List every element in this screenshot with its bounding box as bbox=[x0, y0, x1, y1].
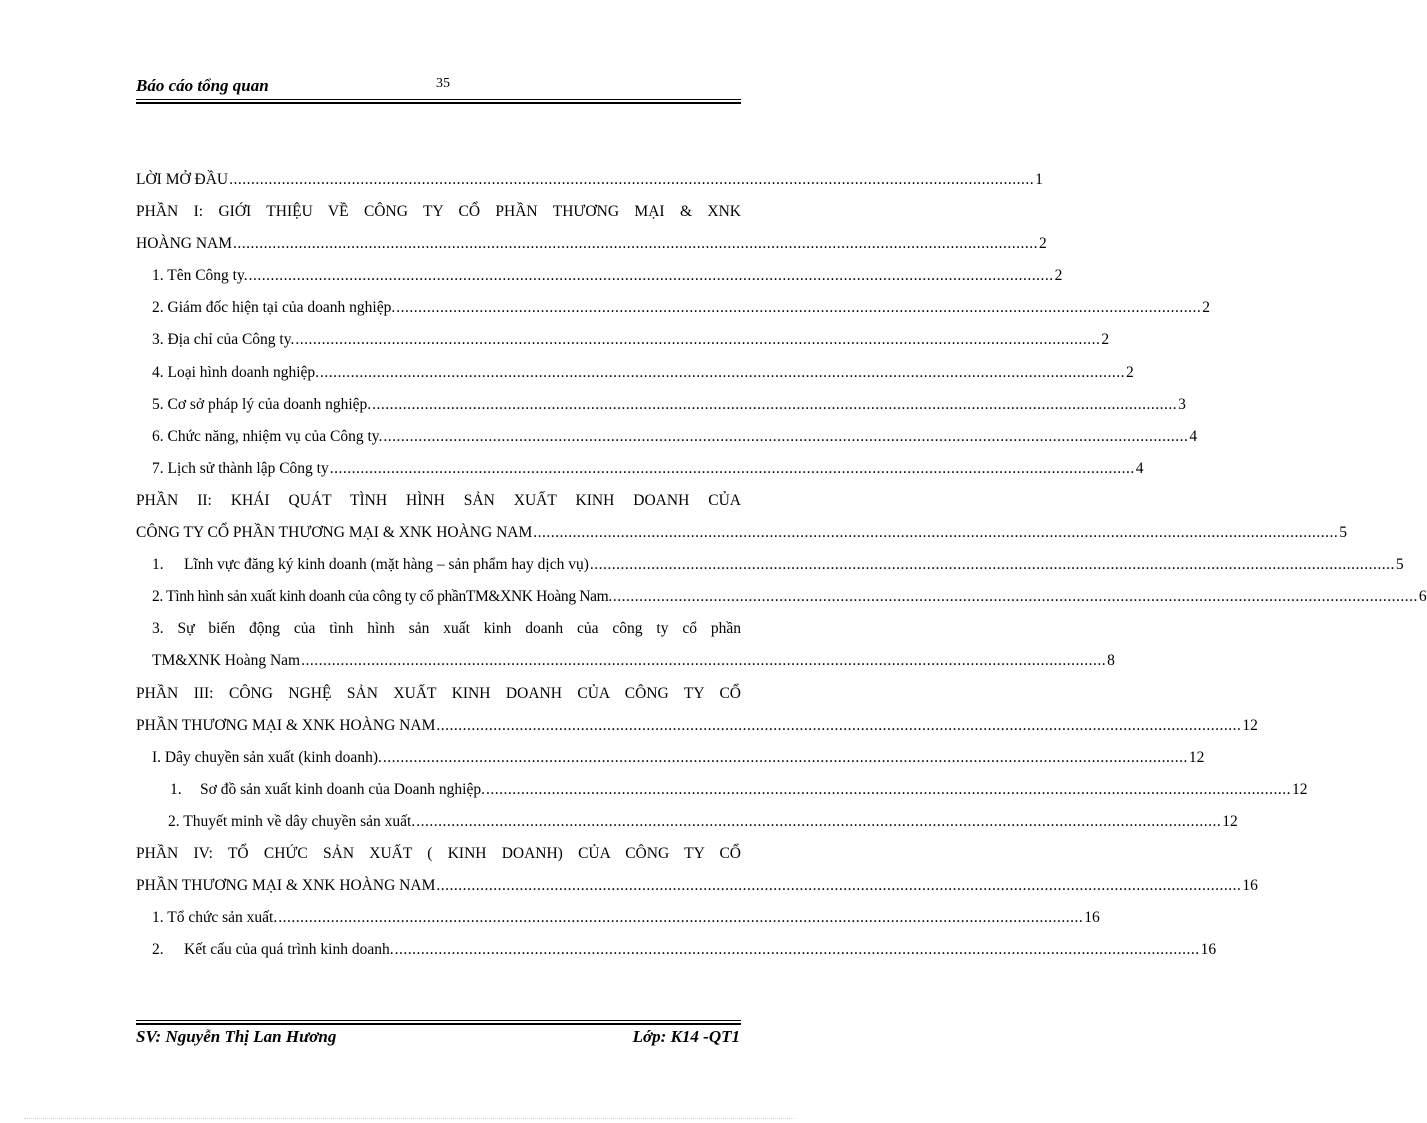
toc-entry-title: TM&XNK Hoàng Nam bbox=[152, 652, 301, 670]
toc-entry-page: 4 bbox=[1189, 427, 1198, 445]
toc-entry-title: Kết cấu của quá trình kinh doanh. bbox=[184, 941, 394, 959]
footer-student-name: SV: Nguyễn Thị Lan Hương bbox=[136, 1027, 337, 1046]
toc-entry-title: 4. Loại hình doanh nghiệp. bbox=[152, 363, 320, 381]
leader-dots: ........................................................................................................................................................................................ bbox=[320, 363, 1126, 381]
leader-dots: ........................................................................................................................................................................................ bbox=[229, 171, 1035, 188]
toc-entry-page: 2 bbox=[1202, 299, 1210, 317]
toc-entry-title: PHẦN I: GIỚI THIỆU VỀ CÔNG TY CỔ PHẦN THƯƠNG MẠI & XNK bbox=[136, 203, 741, 221]
toc-entry-title: 3. Địa chỉ của Công ty. bbox=[152, 331, 295, 349]
toc-entry[interactable] bbox=[136, 807, 1238, 839]
header-rule-bottom bbox=[136, 102, 741, 104]
leader-dots: ........................................................................................................................................................................................ bbox=[329, 459, 1135, 477]
toc-entry[interactable] bbox=[136, 293, 1210, 325]
leader-dots: ........................................................................................................................................................................................ bbox=[436, 716, 1242, 734]
toc-entry-title: Lĩnh vực đăng ký kinh doanh (mặt hàng – sản phẩm hay dịch vụ) bbox=[184, 556, 589, 574]
toc-entry[interactable] bbox=[136, 325, 1110, 357]
page-bottom-dotted-line bbox=[24, 1118, 794, 1119]
toc-entry-page: 2 bbox=[1054, 267, 1063, 285]
leader-dots: ........................................................................................................................................................................................ bbox=[278, 909, 1084, 927]
footer-class: Lớp: K14 -QT1 bbox=[632, 1027, 740, 1046]
toc-entry-title: 5. Cơ sở pháp lý của doanh nghiệp. bbox=[152, 395, 372, 413]
toc-entry-page: 5 bbox=[1339, 524, 1347, 542]
toc-entry-number: 1. bbox=[170, 780, 182, 798]
leader-dots: ........................................................................................................................................................................................ bbox=[295, 331, 1101, 349]
toc-entry-page: 2 bbox=[1126, 363, 1134, 381]
leader-dots: ........................................................................................................................................................................................ bbox=[533, 524, 1339, 542]
header-title: Báo cáo tổng quan bbox=[136, 76, 269, 95]
toc-entry[interactable] bbox=[136, 197, 741, 229]
toc-entry[interactable] bbox=[136, 679, 741, 711]
toc-entry-title: CÔNG TY CỔ PHẦN THƯƠNG MẠI & XNK HOÀNG NAM bbox=[136, 524, 533, 542]
toc-entry[interactable] bbox=[136, 839, 741, 871]
toc-entry-title: 1. Tên Công ty. bbox=[152, 267, 248, 285]
toc-entry-title: Sơ đồ sản xuất kinh doanh của Doanh nghiệp. bbox=[200, 780, 485, 798]
toc-entry[interactable] bbox=[136, 518, 1347, 550]
toc-entry[interactable] bbox=[136, 646, 1115, 678]
toc-entry-page: 4 bbox=[1135, 459, 1144, 477]
leader-dots: ........................................................................................................................................................................................ bbox=[612, 588, 1418, 606]
leader-dots: ........................................................................................................................................................................................ bbox=[416, 812, 1222, 830]
toc-entry-page: 6 bbox=[1418, 588, 1427, 606]
toc-entry-page: 12 bbox=[1222, 812, 1238, 830]
toc-entry-page: 1 bbox=[1035, 171, 1043, 188]
toc-entry[interactable] bbox=[136, 390, 1186, 422]
toc-entry-number: 2. bbox=[152, 941, 164, 959]
header-rule-top bbox=[136, 99, 741, 100]
leader-dots: ........................................................................................................................................................................................ bbox=[233, 235, 1039, 253]
toc-entry-page: 2 bbox=[1101, 331, 1110, 349]
toc-entry-title: 2. Thuyết minh về dây chuyền sản xuất. bbox=[168, 812, 416, 830]
table-of-contents bbox=[136, 165, 1427, 967]
leader-dots: ........................................................................................................................................................................................ bbox=[396, 299, 1202, 317]
leader-dots: ........................................................................................................................................................................................ bbox=[383, 427, 1189, 445]
toc-entry[interactable] bbox=[136, 711, 1258, 743]
toc-entry-page: 12 bbox=[1242, 716, 1258, 734]
toc-entry[interactable] bbox=[136, 486, 741, 518]
leader-dots: ........................................................................................................................................................................................ bbox=[301, 652, 1107, 670]
toc-entry-title: LỜI MỞ ĐẦU bbox=[136, 171, 229, 188]
footer-rule-bottom bbox=[136, 1023, 741, 1025]
page-number: 35 bbox=[436, 76, 450, 91]
toc-entry-title: PHẦN II: KHÁI QUÁT TÌNH HÌNH SẢN XUẤT KINH DOANH CỦA bbox=[136, 491, 741, 509]
toc-entry-page: 16 bbox=[1084, 909, 1100, 927]
toc-entry-title: 2. Giám đốc hiện tại của doanh nghiệp. bbox=[152, 299, 396, 317]
toc-entry[interactable] bbox=[136, 165, 1043, 197]
leader-dots: ........................................................................................................................................................................................ bbox=[436, 877, 1242, 895]
toc-entry-title: 7. Lịch sử thành lập Công ty bbox=[152, 459, 329, 477]
toc-entry-title: I. Dây chuyền sản xuất (kinh doanh). bbox=[152, 748, 382, 766]
toc-entry[interactable] bbox=[136, 550, 1404, 582]
toc-entry-title: 1. Tổ chức sản xuất. bbox=[152, 909, 278, 927]
toc-entry-title: PHẦN IV: TỔ CHỨC SẢN XUẤT ( KINH DOANH) CỦA CÔNG TY CỔ bbox=[136, 844, 741, 862]
toc-entry[interactable] bbox=[136, 261, 1063, 293]
leader-dots: ........................................................................................................................................................................................ bbox=[382, 748, 1188, 766]
toc-entry[interactable] bbox=[136, 422, 1198, 454]
leader-dots: ........................................................................................................................................................................................ bbox=[394, 941, 1200, 959]
toc-entry-page: 5 bbox=[1395, 556, 1404, 574]
toc-entry-title: HOÀNG NAM bbox=[136, 235, 233, 253]
toc-entry[interactable] bbox=[136, 614, 741, 646]
footer-rule-top bbox=[136, 1020, 741, 1021]
toc-entry[interactable] bbox=[136, 358, 1134, 390]
toc-entry-page: 16 bbox=[1242, 877, 1258, 895]
toc-entry[interactable] bbox=[136, 903, 1100, 935]
toc-entry-title: PHẦN THƯƠNG MẠI & XNK HOÀNG NAM bbox=[136, 716, 436, 734]
toc-entry[interactable] bbox=[136, 775, 1308, 807]
toc-entry-page: 3 bbox=[1178, 395, 1186, 413]
toc-entry[interactable] bbox=[136, 871, 1258, 903]
toc-entry-number: 1. bbox=[152, 556, 164, 574]
leader-dots: ........................................................................................................................................................................................ bbox=[248, 267, 1054, 285]
toc-entry[interactable] bbox=[136, 582, 1427, 614]
leader-dots: ........................................................................................................................................................................................ bbox=[372, 395, 1178, 413]
toc-entry[interactable] bbox=[136, 229, 1047, 261]
toc-entry[interactable] bbox=[136, 743, 1205, 775]
toc-entry-page: 2 bbox=[1039, 235, 1047, 253]
leader-dots: ........................................................................................................................................................................................ bbox=[589, 556, 1395, 574]
toc-entry-title: 3. Sự biến động của tình hình sản xuất kinh doanh của công ty cổ phần bbox=[152, 620, 741, 638]
toc-entry-page: 16 bbox=[1200, 941, 1217, 959]
toc-entry-title: 6. Chức năng, nhiệm vụ của Công ty. bbox=[152, 427, 383, 445]
toc-entry[interactable] bbox=[136, 454, 1144, 486]
toc-entry[interactable] bbox=[136, 935, 1217, 967]
toc-entry-title: PHẦN THƯƠNG MẠI & XNK HOÀNG NAM bbox=[136, 877, 436, 895]
toc-entry-title: PHẦN III: CÔNG NGHỆ SẢN XUẤT KINH DOANH CỦA CÔNG TY CỔ bbox=[136, 684, 741, 702]
toc-entry-page: 12 bbox=[1292, 780, 1308, 798]
toc-entry-page: 8 bbox=[1107, 652, 1115, 670]
toc-entry-title: 2. Tình hình sản xuất kinh doanh của công ty cổ phầnTM&XNK Hoàng Nam. bbox=[152, 588, 612, 606]
toc-entry-page: 12 bbox=[1188, 748, 1205, 766]
leader-dots: ........................................................................................................................................................................................ bbox=[486, 780, 1291, 798]
